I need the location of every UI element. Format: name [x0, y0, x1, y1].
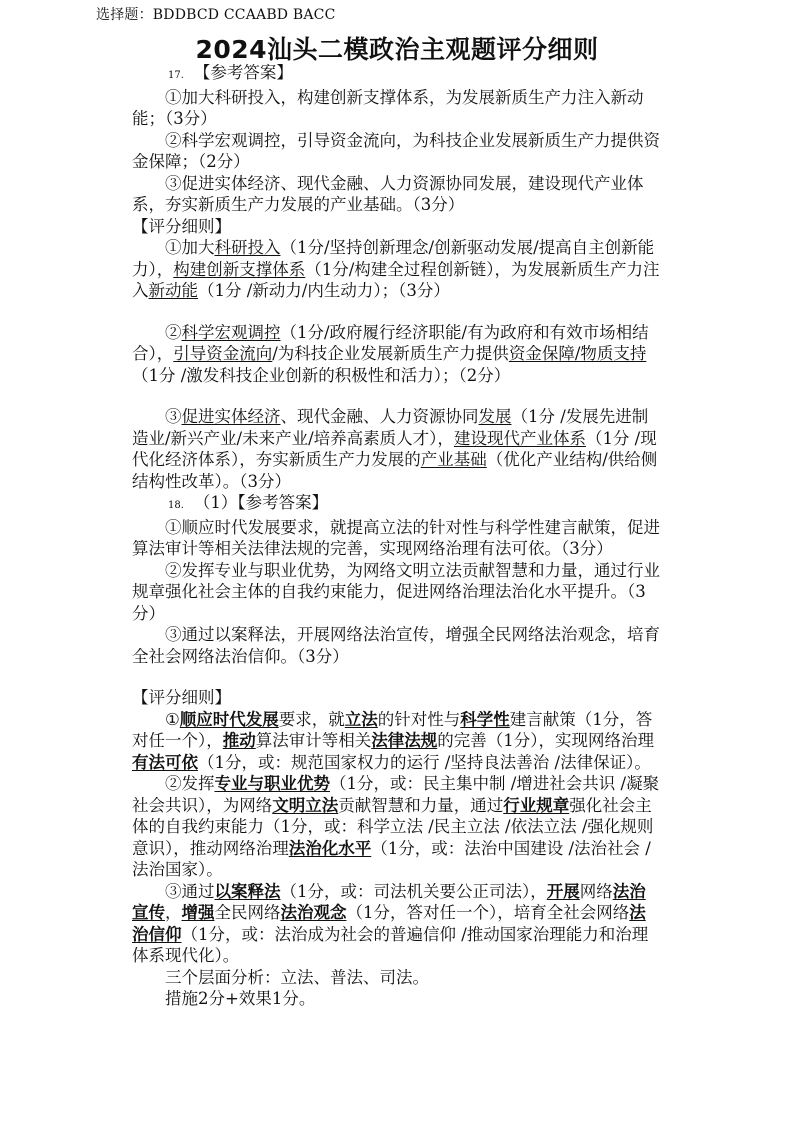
keyword: 法治化水平: [288, 838, 372, 858]
keyword: 促进实体经济: [181, 407, 281, 426]
keyword: 科研投入: [214, 238, 281, 257]
keyword: 法律法规: [371, 731, 438, 750]
keyword: 建设现代产业体系: [453, 428, 586, 448]
keyword: 行业规章: [503, 795, 570, 815]
keyword: 法治宣传: [132, 881, 646, 922]
q17-grading-2: ②科学宏观调控（1分/政府履行经济职能/有为政府和有效市场相结合），引导资金流向/为科技企业发展新质生产力提供资金保障/物质支持（1分 /激发科技企业创新的积极性和活力）；（2分）: [132, 322, 649, 385]
keyword: 专业与职业优势: [214, 774, 330, 793]
q17-grading-1: ①加大科研投入（1分/坚持创新理念/创新驱动发展/提高自主创新能力），构建创新支撑体系（1分/构建全过程创新链），为发展新质生产力注入新动能（1分 /新动力/内生动力）；（3分）: [132, 238, 660, 300]
q18-ref-1: ①顺应时代发展要求，就提高立法的针对性与科学性建言献策，促进算法审计等相关法律法规的完善，实现网络治理有法可依。（3分）: [132, 517, 660, 558]
document-body: [132, 62, 662, 1010]
q18-heading: [132, 492, 662, 517]
reference-answer-label: 【参考答案】: [193, 63, 293, 82]
question-number: 18.: [168, 500, 184, 511]
keyword: 文明立法: [272, 795, 339, 815]
keyword: 新动能: [148, 281, 198, 300]
q18-note-1: 三个层面分析：立法、普法、司法。: [165, 967, 429, 987]
keyword: 构建创新支撑体系: [173, 259, 306, 279]
grading-label: 【评分细则】: [132, 216, 231, 236]
q17-ref-2: ②科学宏观调控，引导资金流向，为科技企业发展新质生产力提供资金保障；（2分）: [132, 130, 660, 171]
keyword: 以案释法: [214, 881, 281, 901]
q17-ref-1: ①加大科研投入，构建创新支撑体系，为发展新质生产力注入新动能；（3分）: [132, 87, 644, 128]
keyword: 推动: [222, 731, 256, 750]
grading-label: 【评分细则】: [132, 688, 231, 707]
sub-question: （1）: [193, 493, 238, 512]
q17-heading: [132, 62, 662, 87]
keyword: 有法可依: [132, 752, 198, 772]
q18-grading-2: ②发挥专业与职业优势（1分，或：民主集中制 /增进社会共识 /凝聚社会共识），为网络文明立法贡献智慧和力量，通过行业规章强化社会主体的自我约束能力（1分，或：科学立法 /民主立法 /依法立法 /强化规则意识），推动网络治理法治化水平（1分，或：法治中国建设 /法治社会 /法治国家）。: [132, 774, 660, 879]
mc-answer-line: 选择题：BDDBCD CCAABD BACC: [96, 7, 336, 23]
keyword: 科学宏观调控: [181, 322, 281, 342]
keyword: 增强: [181, 903, 215, 922]
reference-answer-label: 【参考答案】: [237, 493, 329, 512]
q18-grading-3: ③通过以案释法（1分，或：司法机关要公正司法），开展网络法治宣传，增强全民网络法治观念（1分，答对任一个），培育全社会网络法治信仰（1分，或：法治成为社会的普遍信仰 /推动国家治理能力和治理体系现代化）。: [132, 881, 649, 965]
q18-note-2: 措施2分+效果1分。: [165, 989, 316, 1008]
keyword: 产业基础: [420, 450, 487, 469]
keyword: 立法: [344, 709, 378, 729]
keyword: 开展: [546, 881, 580, 901]
question-number: 17.: [168, 70, 184, 81]
keyword: 资金保障/物质支持: [508, 344, 647, 363]
keyword: 引导资金流向: [173, 344, 273, 363]
q18-grading-1: ①顺应时代发展要求，就立法的针对性与科学性建言献策（1分，答对任一个），推动算法审计等相关法律法规的完善（1分），实现网络治理有法可依（1分，或：规范国家权力的运行 /坚持良法善治 /法律保证）。: [132, 709, 654, 772]
keyword: 发展: [478, 407, 512, 426]
keyword: 法治观念: [280, 903, 347, 922]
q17-ref-3: ③促进实体经济、现代金融、人力资源协同发展，建设现代产业体系，夯实新质生产力发展的产业基础。（3分）: [132, 173, 644, 214]
q17-grading-3: ③促进实体经济、现代金融、人力资源协同发展（1分 /发展先进制造业/新兴产业/未来产业/培养高素质人才），建设现代产业体系（1分 /现代化经济体系），夯实新质生产力发展的产业基础（优化产业结构/供给侧结构性改革）。（3分）: [132, 407, 658, 491]
q18-ref-2: ②发挥专业与职业优势，为网络文明立法贡献智慧和力量，通过行业规章强化社会主体的自我约束能力，促进网络治理法治化水平提升。（3分）: [132, 560, 660, 623]
page-title: 2024汕头二模政治主观题评分细则: [195, 35, 599, 64]
keyword: 科学性: [460, 709, 510, 729]
q18-ref-3: ③通过以案释法，开展网络法治宣传，增强全民网络法治观念，培育全社会网络法治信仰。（3分）: [132, 625, 660, 666]
keyword: 法治信仰: [132, 903, 646, 944]
keyword: 顺应时代发展: [179, 709, 279, 729]
